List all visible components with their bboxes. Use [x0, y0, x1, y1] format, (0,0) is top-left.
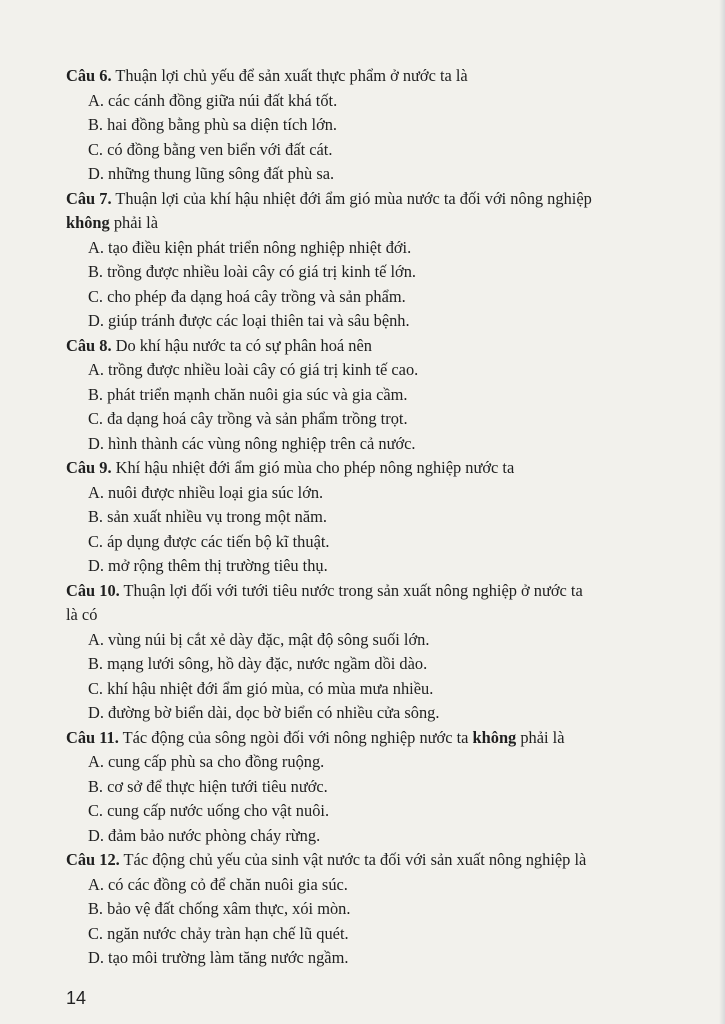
question-list: [66, 64, 696, 971]
question-7: [66, 187, 696, 334]
option-c: C. đa dạng hoá cây trồng và sản phẩm trồng trọt.: [88, 409, 408, 428]
option-b: B. trồng được nhiều loài cây có giá trị kinh tế lớn.: [88, 262, 417, 281]
page-spine-shadow: [719, 0, 725, 1024]
question-stem: [66, 579, 696, 604]
option-b: B. hai đồng bằng phù sa diện tích lớn.: [88, 115, 338, 134]
option-c: C. áp dụng được các tiến bộ kĩ thuật.: [88, 531, 330, 551]
question-text: Tác động chủ yếu của sinh vật nước ta đối với sản xuất nông nghiệp là: [119, 850, 587, 869]
option-d: D. hình thành các vùng nông nghiệp trên cả nước.: [88, 433, 416, 453]
option-d: D. đường bờ biển dài, dọc bờ biển có nhiều cửa sông.: [88, 703, 440, 722]
option-c: C. cung cấp nước uống cho vật nuôi.: [88, 801, 330, 820]
page-number: 14: [66, 988, 87, 1008]
question-number: Câu 9.: [66, 458, 112, 477]
option-d: D. mở rộng thêm thị trường tiêu thụ.: [88, 556, 328, 575]
question-stem: [66, 456, 696, 481]
option-a: A. trồng được nhiều loài cây có giá trị kinh tế cao.: [88, 360, 419, 379]
question-number: Câu 6.: [66, 66, 112, 85]
question-number: Câu 10.: [66, 580, 120, 600]
option-a: A. có các đồng cỏ để chăn nuôi gia súc.: [88, 874, 348, 894]
question-stem: [66, 848, 696, 873]
question-number: Câu 8.: [66, 335, 112, 355]
question-text: Thuận lợi đối với tưới tiêu nước trong sản xuất nông nghiệp ở nước ta: [119, 580, 583, 600]
question-9: [66, 456, 696, 579]
option-a: A. vùng núi bị cắt xẻ dày đặc, mật độ sông suối lớn.: [88, 629, 430, 649]
question-text: Do khí hậu nước ta có sự phân hoá nên: [111, 335, 372, 355]
question-text-cont: phải là: [516, 727, 565, 747]
question-stem-line2: [66, 211, 696, 236]
option-a: A. tạo điều kiện phát triển nông nghiệp nhiệt đới.: [88, 237, 412, 257]
question-text: Thuận lợi của khí hậu nhiệt đới ẩm gió mùa nước ta đối với nông nghiệp: [111, 188, 592, 208]
question-number: Câu 11.: [66, 727, 119, 747]
option-b: B. cơ sở để thực hiện tưới tiêu nước.: [88, 776, 328, 796]
option-a: A. các cánh đồng giữa núi đất khá tốt.: [88, 90, 338, 110]
question-stem: [66, 187, 696, 212]
option-b: B. mạng lưới sông, hồ dày đặc, nước ngầm dồi dào.: [88, 654, 428, 673]
option-c: C. cho phép đa dạng hoá cây trồng và sản phẩm.: [88, 286, 406, 306]
option-a: A. cung cấp phù sa cho đồng ruộng.: [88, 752, 325, 771]
question-text: Thuận lợi chủ yếu để sản xuất thực phẩm ở nước ta là: [111, 66, 468, 85]
question-12: [66, 848, 696, 971]
question-stem: [66, 334, 696, 359]
negation-keyword: không: [66, 213, 110, 232]
question-stem: [66, 64, 696, 89]
question-number: Câu 7.: [66, 188, 112, 208]
option-c: C. có đồng bằng ven biển với đất cát.: [88, 139, 333, 159]
negation-keyword: không: [472, 727, 517, 747]
option-a: A. nuôi được nhiều loại gia súc lớn.: [88, 482, 324, 502]
question-stem-line2: là có: [66, 605, 98, 624]
question-10: [66, 579, 696, 726]
option-c: C. ngăn nước chảy tràn hạn chế lũ quét.: [88, 923, 349, 943]
question-text: Khí hậu nhiệt đới ẩm gió mùa cho phép nông nghiệp nước ta: [111, 458, 515, 477]
question-6: [66, 64, 696, 187]
option-d: D. những thung lũng sông đất phù sa.: [88, 164, 335, 183]
option-d: D. tạo môi trường làm tăng nước ngầm.: [88, 948, 349, 967]
question-11: [66, 726, 696, 849]
question-text-cont: phải là: [109, 213, 158, 232]
option-b: B. sản xuất nhiều vụ trong một năm.: [88, 507, 328, 526]
option-b: B. bảo vệ đất chống xâm thực, xói mòn.: [88, 899, 351, 918]
option-c: C. khí hậu nhiệt đới ẩm gió mùa, có mùa mưa nhiều.: [88, 678, 434, 698]
question-8: [66, 334, 696, 457]
question-number: Câu 12.: [66, 850, 120, 869]
option-b: B. phát triển mạnh chăn nuôi gia súc và gia cầm.: [88, 384, 408, 404]
option-d: D. giúp tránh được các loại thiên tai và sâu bệnh.: [88, 311, 410, 330]
option-d: D. đảm bảo nước phòng cháy rừng.: [88, 825, 321, 845]
question-text: Tác động của sông ngòi đối với nông nghiệp nước ta: [118, 727, 473, 747]
question-stem: [66, 726, 696, 751]
